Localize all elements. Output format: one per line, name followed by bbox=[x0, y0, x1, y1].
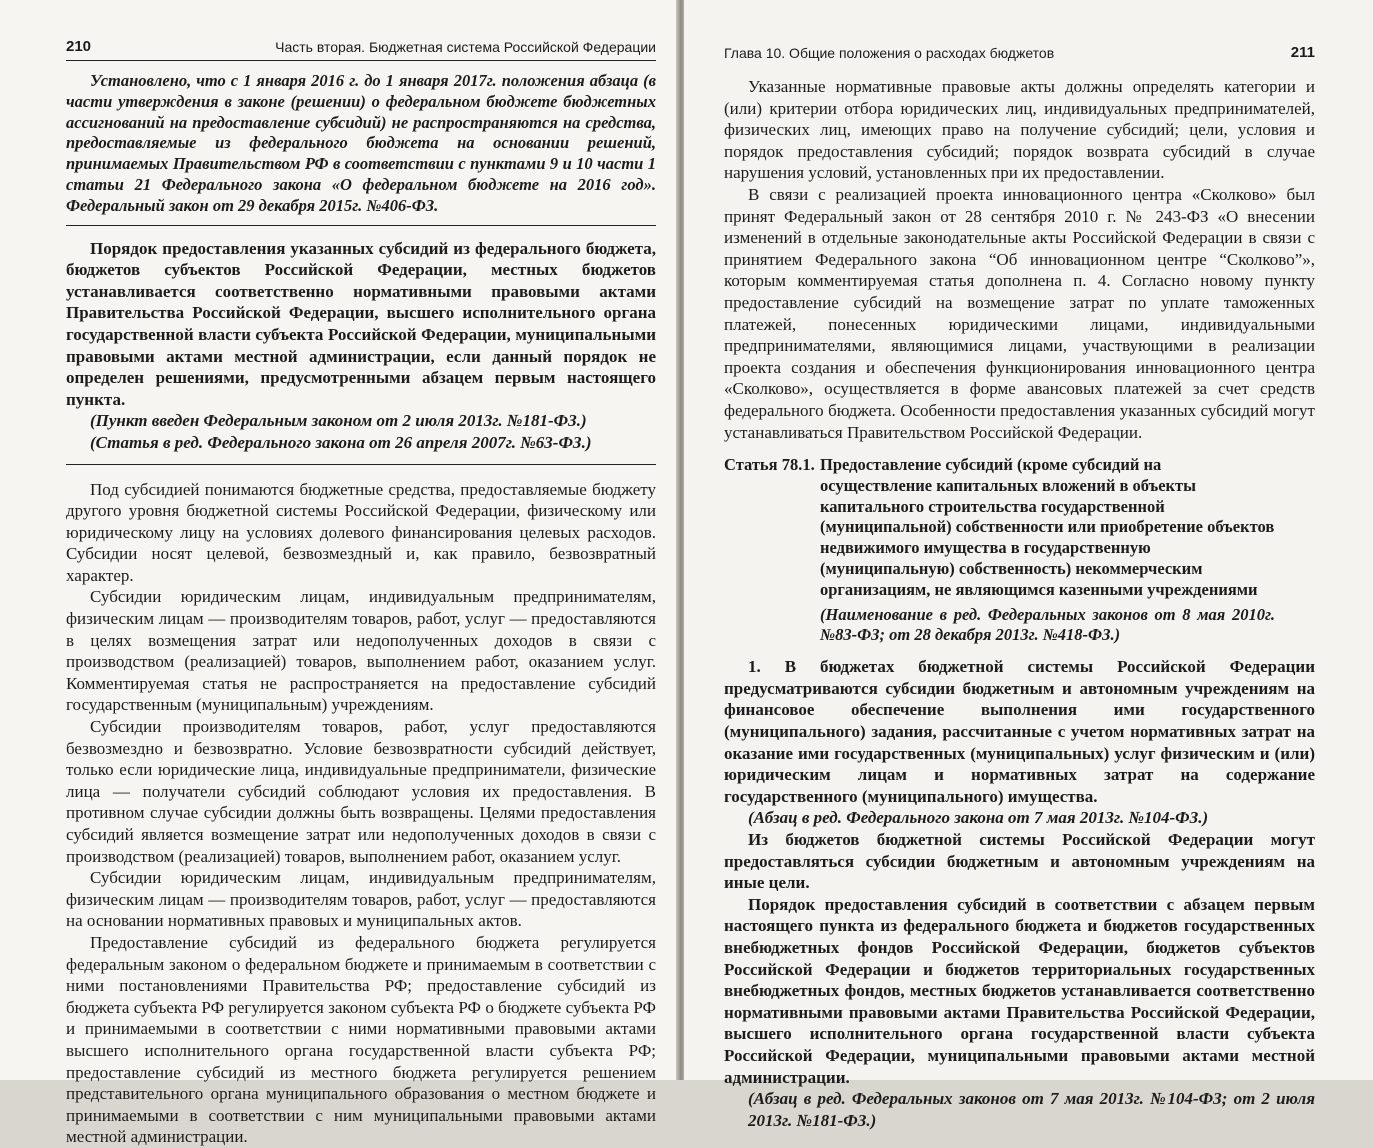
article-note: (Наименование в ред. Федеральных законов от 8 мая 2010г. №83-ФЗ; от 28 декабря 2013г. №418-ФЗ.) bbox=[820, 604, 1275, 645]
left-amendment-2: (Статья в ред. Федерального закона от 26 апреля 2007г. №63-ФЗ.) bbox=[90, 432, 592, 452]
left-amendment-1: (Пункт введен Федеральным законом от 2 июля 2013г. №181-ФЗ.) bbox=[90, 411, 587, 431]
left-running-head: Часть вторая. Бюджетная система Российской Федерации bbox=[275, 39, 656, 55]
left-paragraph-5: Предоставление субсидий из федерального бюджета регулируется федеральным законом о федеральном бюджете и принимаемым в соответствии с ними постановлениями Правительства РФ; предоставление субсидий из бюджета субъекта РФ регулируется законом субъекта РФ о бюджете субъекта РФ и принимаемыми в соответствии с ними нормативными правовыми актами высшего исполнительного органа государственной власти субъекта РФ; предоставление субсидий из местного бюджета регулируется решением представительного органа муниципального образования о местном бюджете и принимаемыми в соответствии с ним муниципальными правовыми актами местной администрации. bbox=[66, 932, 656, 1147]
right-bold-paragraph-2: Из бюджетов бюджетной системы Российской Федерации могут предоставляться субсидии бюджетным и автономным учреждениям на иные цели. bbox=[724, 830, 1315, 893]
right-amendment-1: (Абзац в ред. Федерального закона от 7 мая 2013г. №104-ФЗ.) bbox=[748, 808, 1209, 828]
right-page bbox=[684, 0, 1373, 1130]
article-label: Статья 78.1. bbox=[724, 455, 815, 475]
left-paragraph-2: Субсидии юридическим лицам, индивидуальным предпринимателям, физическим лицам — производителям товаров, работ, услуг — предоставляются в целях возмещения затрат или недополученных доходов в связи с производством (реализацией) товаров, выполнением работ, оказанием услуг. Комментируемая статья не распространяется на предоставление субсидий государственным (муниципальным) учреждениям. bbox=[66, 587, 656, 715]
left-paragraph-1: Под субсидией понимаются бюджетные средства, предоставляемые бюджету другого уровня бюджетной системы Российской Федерации, физическому или юридическому лицу на условиях долевого финансирования целевых расходов. Субсидии носят целевой, безвозмездный и, как правило, безвозвратный характер. bbox=[66, 479, 656, 585]
right-paragraph-2: В связи с реализацией проекта инновационного центра «Сколково» был принят Федеральный закон от 28 сентября 2010 г. № 243-ФЗ «О внесении изменений в отдельные законодательные акты Российской Федерации в связи с принятием Федерального закона “Об инновационном центре “Сколково”», которым комментируемая статья дополнена п. 4. Согласно новому пункту предоставление субсидий на возмещение затрат по уплате таможенных платежей, понесенных юридическими лицами, индивидуальными предпринимателями, являющимися лицами, участвующими в реализации проекта создания и обеспечения функционирования инновационного центра «Сколково», осуществляется в форме авансовых платежей за счет средств федерального бюджета. Особенности предоставления указанных субсидий могут устанавливаться Правительством Российской Федерации. bbox=[724, 184, 1315, 442]
left-running-header bbox=[66, 38, 656, 61]
right-running-head: Глава 10. Общие положения о расходах бюджетов bbox=[724, 45, 1055, 61]
left-paragraph-4: Субсидии юридическим лицам, индивидуальным предпринимателям, физическим лицам — производителям товаров, работ, услуг — предоставляются на основании нормативных правовых и муниципальных актов. bbox=[66, 868, 656, 931]
left-note: Установлено, что с 1 января 2016 г. до 1 января 2017г. положения абзаца (в части утверждения в законе (решении) о федеральном бюджете бюджетных ассигнований на предоставление субсидий) не распространяются на средства, предоставляемые из федерального бюджета на основании решений, принимаемых Правительством РФ в соответствии с пунктами 9 и 10 части 1 статьи 21 Федерального закона «О федеральном бюджете на 2016 год». Федеральный закон от 29 декабря 2015г. №406-ФЗ. bbox=[66, 61, 656, 226]
left-page-number: 210 bbox=[66, 38, 92, 55]
left-paragraph-3: Субсидии производителям товаров, работ, услуг предоставляются безвозмездно и безвозвратно. Условие безвозвратности субсидий действует, только если юридические лица, индивидуальные предприниматели, физические лица — получатели субсидий соблюдают условия их предоставления. В противном случае субсидии должны быть возвращены. Целями предоставления субсидий является возмещение затрат или недополученных доходов в связи с производством (реализацией) товаров, выполнением работ, оказанием услуг. bbox=[66, 717, 656, 866]
right-page-number: 211 bbox=[1290, 44, 1315, 61]
article-title: Предоставление субсидий (кроме субсидий на осуществление капитальных вложений в объекты капитального строительства государственной (муниципальной) собственности или приобретение объектов недвижимого имущества в государственную (муниципальную) собственность) некоммерческим организациям, не являющимся казенными учреждениями bbox=[820, 455, 1275, 599]
article-heading bbox=[724, 455, 1315, 601]
right-amendment-2: (Абзац в ред. Федеральных законов от 7 мая 2013г. №104-ФЗ; от 2 июля 2013г. №181-ФЗ.) bbox=[748, 1089, 1315, 1130]
left-bold-block bbox=[66, 238, 656, 465]
right-bold-paragraph-3: Порядок предоставления субсидий в соответствии с абзацем первым настоящего пункта из федерального бюджета и бюджетов государственных внебюджетных фондов Российской Федерации, бюджетов субъектов Российской Федерации и бюджетов территориальных государственных внебюджетных фондов, местных бюджетов устанавливается соответственно нормативными правовыми актами Правительства Российской Федерации, высшего исполнительного органа государственной власти субъекта Российской Федерации, муниципальными правовыми актами местной администрации. bbox=[724, 894, 1315, 1087]
right-running-header bbox=[724, 44, 1315, 66]
left-bold-paragraph: Порядок предоставления указанных субсидий из федерального бюджета, бюджетов субъектов Российской Федерации, местных бюджетов устанавливается соответственно нормативными правовыми актами Правительства Российской Федерации, высшего исполнительного органа государственной власти субъекта Российской Федерации, муниципальными правовыми актами местной администрации, если данный порядок не определен решениями, предусмотренными абзацем первым настоящего пункта. bbox=[66, 238, 656, 409]
right-bold-paragraph-1: 1. В бюджетах бюджетной системы Российской Федерации предусматриваются субсидии бюджетным и автономным учреждениям на финансовое обеспечение выполнения ими государственного (муниципального) задания, рассчитанные с учетом нормативных затрат на оказание ими государственных (муниципальных) услуг физическим и (или) юридическим лицам и нормативных затрат на содержание государственного (муниципального) имущества. bbox=[724, 657, 1315, 806]
right-paragraph-1: Указанные нормативные правовые акты должны определять категории и (или) критерии отбора юридических лиц, индивидуальных предпринимателей, физических лиц, имеющих право на получение субсидий; цели, условия и порядок предоставления субсидий; порядок возврата субсидий в случае нарушения условий, установленных при их предоставлении. bbox=[724, 77, 1315, 183]
left-page bbox=[0, 0, 678, 1147]
